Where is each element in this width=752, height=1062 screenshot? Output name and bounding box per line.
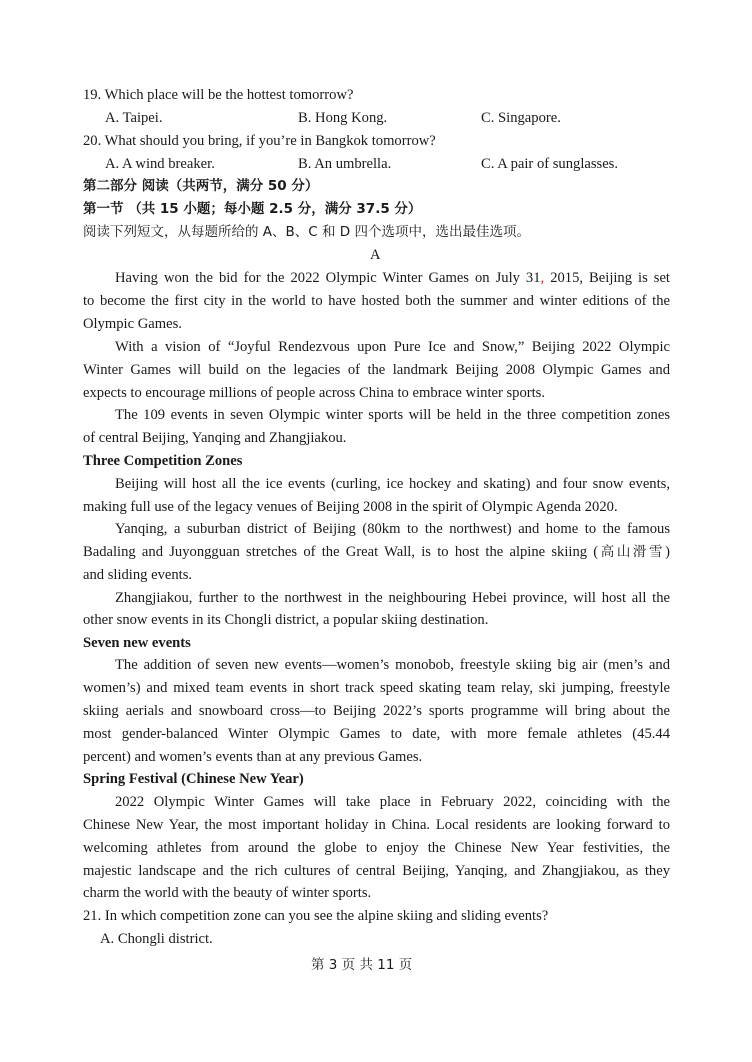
part-title: 第二部分 阅读（共两节，满分 50 分） xyxy=(83,178,319,194)
passage-p3-line2: of central Beijing, Yanqing and Zhangjiakou. xyxy=(83,430,347,446)
heading-spring-festival: Spring Festival (Chinese New Year) xyxy=(83,771,304,787)
question-20-stem: 20. What should you bring, if you’re in Bangkok tomorrow? xyxy=(83,133,436,149)
passage-p5-line2 xyxy=(83,543,670,561)
passage-p8-line2: Chinese New Year, the most important holiday in China. Local residents are looking forward to xyxy=(83,817,670,833)
passage-p8-line4: majestic landscape and the rich cultures of central Beijing, Yanqing, and Zhangjiakou, as they xyxy=(83,863,670,879)
passage-p4-line1: Beijing will host all the ice events (curling, ice hockey and skating) and four snow events, xyxy=(115,476,670,492)
question-19-option-c: C. Singapore. xyxy=(481,110,561,126)
passage-p8-line5: charm the world with the beauty of winter sports. xyxy=(83,885,372,901)
instructions: 阅读下列短文，从每题所给的 A、B、C 和 D 四个选项中，选出最佳选项。 xyxy=(83,224,530,240)
question-20-option-c: C. A pair of sunglasses. xyxy=(481,156,619,172)
subsection-title: 第一节 （共 15 小题；每小题 2.5 分，满分 37.5 分） xyxy=(83,201,422,217)
question-21-option-a: A. Chongli district. xyxy=(100,931,213,947)
passage-p8-line3: welcoming athletes from around the globe to enjoy the Chinese New Year festivities, the xyxy=(83,840,670,856)
passage-p1-line2: to become the first city in the world to have hosted both the summer and winter editions of the xyxy=(83,293,670,309)
page-number: 第 3 页 共 11 页 xyxy=(311,957,413,973)
question-21-stem: 21. In which competition zone can you see the alpine skiing and sliding events? xyxy=(83,908,549,924)
passage-p7-line1: The addition of seven new events—women’s monobob, freestyle skiing big air (men’s and xyxy=(115,657,670,673)
passage-p5-line1: Yanqing, a suburban district of Beijing (80km to the northwest) and home to the famous xyxy=(115,521,670,537)
passage-p7-line3: skiing aerials and snowboard cross—to Beijing 2022’s sports programme will bring about the xyxy=(83,703,670,719)
question-20-option-a: A. A wind breaker. xyxy=(105,156,215,172)
passage-p1-line3: Olympic Games. xyxy=(83,316,182,332)
text-span: 2015, Beijing is set xyxy=(544,270,670,286)
heading-competition-zones: Three Competition Zones xyxy=(83,453,243,469)
passage-label: A xyxy=(370,247,381,263)
passage-p1-line1 xyxy=(115,269,670,287)
question-19-option-a: A. Taipei. xyxy=(105,110,163,126)
passage-p6-line1: Zhangjiakou, further to the northwest in the neighbouring Hebei province, will host all the xyxy=(115,590,670,606)
passage-p6-line2: other snow events in its Chongli district, a popular skiing destination. xyxy=(83,612,489,628)
passage-p7-line4: most gender-balanced Winter Olympic Games to date, with more female athletes (45.44 xyxy=(83,726,670,742)
chinese-gloss: 高山滑雪 xyxy=(598,544,666,560)
passage-p2-line3: expects to encourage millions of people across China to embrace winter sports. xyxy=(83,385,545,401)
heading-seven-new-events: Seven new events xyxy=(83,635,191,651)
passage-p7-line5: percent) and women’s events than at any previous Games. xyxy=(83,749,423,765)
question-19-option-b: B. Hong Kong. xyxy=(298,110,388,126)
text-span: Badaling and Juyongguan stretches of the Great Wall, is to host the alpine skiing ( xyxy=(83,544,599,560)
passage-p4-line2: making full use of the legacy venues of Beijing 2008 in the spirit of Olympic Agenda 2020. xyxy=(83,499,618,515)
passage-p5-line3: and sliding events. xyxy=(83,567,193,583)
passage-p7-line2: women’s) and mixed team events in short track speed skating team relay, ski jumping, freestyle xyxy=(83,680,670,696)
passage-p2-line2: Winter Games will build on the legacies of the landmark Beijing 2008 Olympic Games and xyxy=(83,362,670,378)
passage-p3-line1: The 109 events in seven Olympic winter sports will be held in the three competition zones xyxy=(115,407,670,423)
question-19-stem: 19. Which place will be the hottest tomorrow? xyxy=(83,87,354,103)
red-comma: , xyxy=(540,270,545,286)
question-20-option-b: B. An umbrella. xyxy=(298,156,392,172)
text-span: Having won the bid for the 2022 Olympic Winter Games on July 31 xyxy=(115,270,541,286)
passage-p2-line1: With a vision of “Joyful Rendezvous upon Pure Ice and Snow,” Beijing 2022 Olympic xyxy=(115,339,670,355)
passage-p8-line1: 2022 Olympic Winter Games will take place in February 2022, coinciding with the xyxy=(115,794,670,810)
text-span: ) xyxy=(665,544,670,560)
